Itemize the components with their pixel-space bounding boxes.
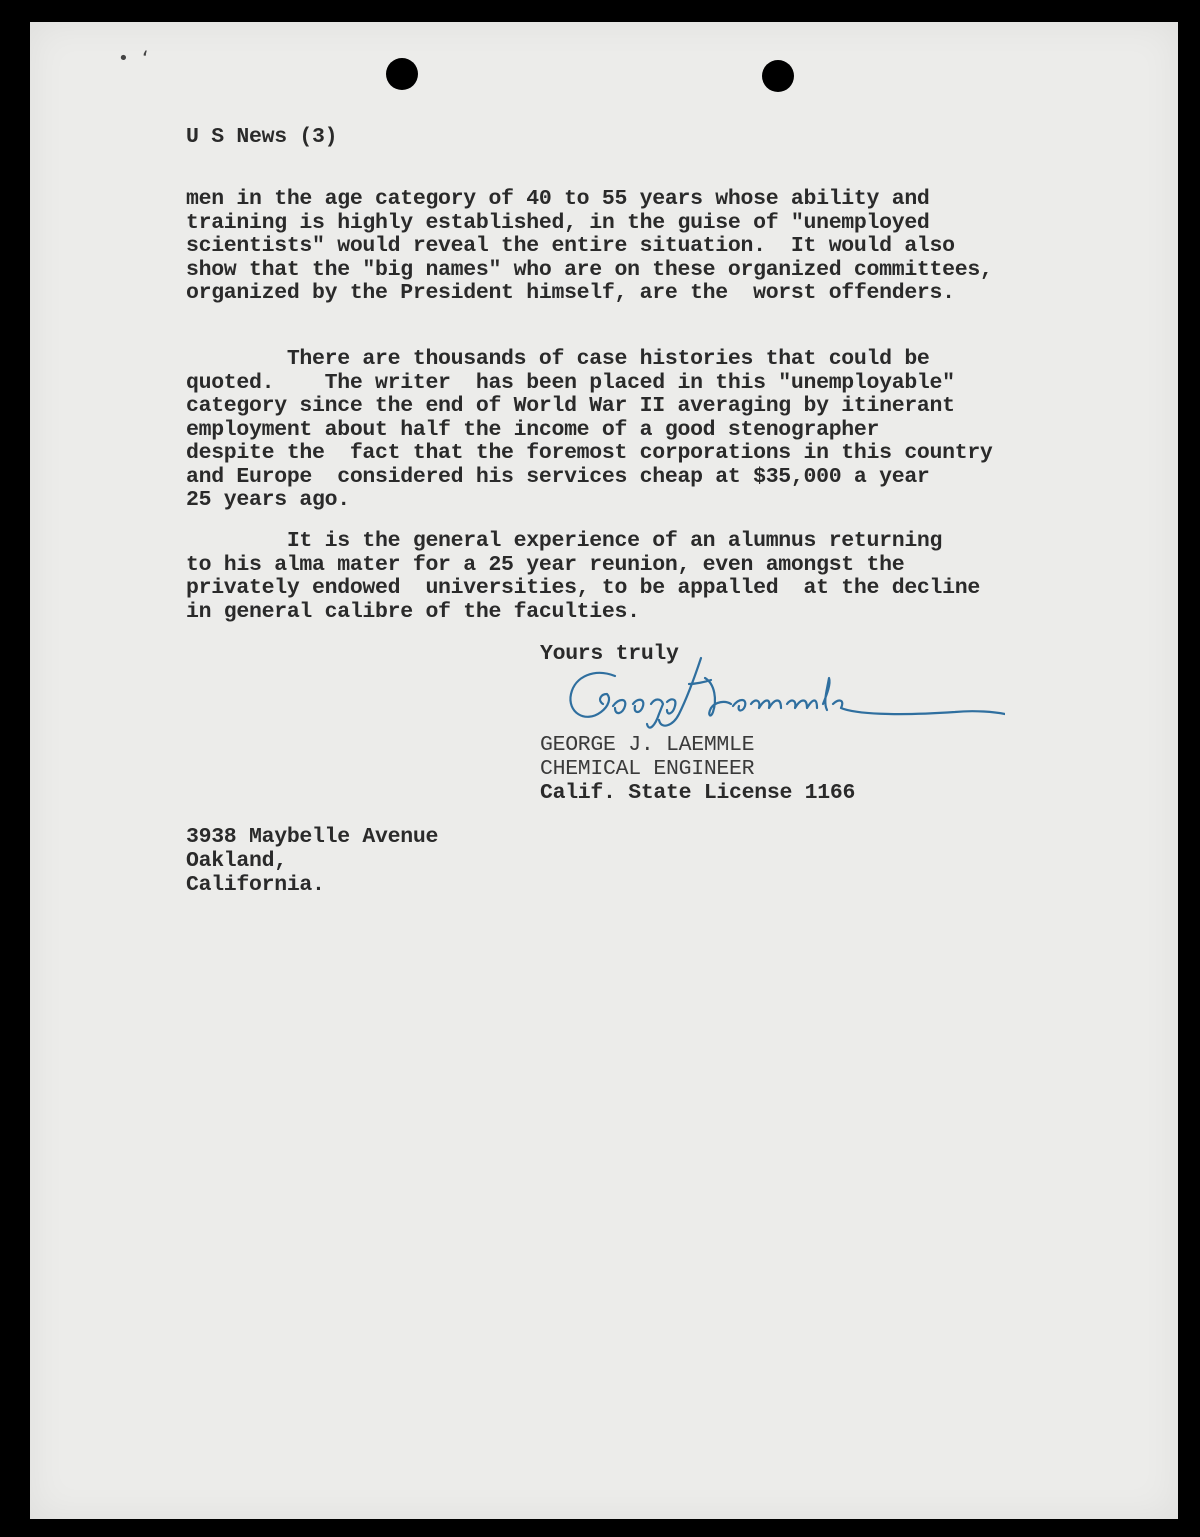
closing: Yours truly bbox=[540, 642, 679, 666]
line: privately endowed universities, to be appalled at the decline bbox=[186, 576, 980, 600]
line: in general calibre of the faculties. bbox=[186, 599, 640, 624]
line: and Europe considered his services cheap at $35,000 a year bbox=[186, 464, 930, 489]
line: organized by the President himself, are the worst offenders. bbox=[186, 281, 955, 305]
line: It is the general experience of an alumnus returning bbox=[186, 529, 943, 553]
punch-hole-left bbox=[386, 58, 418, 90]
address-line: California. bbox=[186, 873, 325, 897]
line: show that the "big names" who are on these organized committees, bbox=[186, 257, 993, 282]
line: employment about half the income of a good stenographer bbox=[186, 417, 880, 442]
page-header: U S News (3) bbox=[186, 125, 338, 149]
paragraph-1 bbox=[186, 188, 993, 306]
handwritten-signature bbox=[555, 654, 1005, 734]
punch-hole-right bbox=[762, 60, 794, 92]
line: to his alma mater for a 25 year reunion, even amongst the bbox=[186, 552, 905, 577]
paragraph-3 bbox=[186, 530, 980, 624]
line: 25 years ago. bbox=[186, 488, 350, 512]
line: scientists" would reveal the entire situation. It would also bbox=[186, 234, 955, 258]
signer-name: GEORGE J. LAEMMLE bbox=[540, 733, 755, 757]
line: despite the fact that the foremost corporations in this country bbox=[186, 441, 993, 465]
line: category since the end of World War II averaging by itinerant bbox=[186, 394, 955, 418]
address-line: Oakland, bbox=[186, 849, 287, 873]
signature-block bbox=[540, 733, 855, 805]
license-number: Calif. State License 1166 bbox=[540, 781, 856, 805]
letter-page bbox=[30, 22, 1178, 1519]
corner-mark: • ‘ bbox=[118, 48, 151, 69]
line: men in the age category of 40 to 55 years whose ability and bbox=[186, 187, 930, 211]
paragraph-2 bbox=[186, 348, 993, 513]
line: There are thousands of case histories that could be bbox=[186, 347, 930, 371]
line: quoted. The writer has been placed in this "unemployable" bbox=[186, 370, 955, 395]
address-line: 3938 Maybelle Avenue bbox=[186, 825, 439, 849]
line: training is highly established, in the guise of "unemployed bbox=[186, 210, 930, 235]
signer-title: CHEMICAL ENGINEER bbox=[540, 757, 755, 781]
return-address bbox=[186, 825, 438, 897]
